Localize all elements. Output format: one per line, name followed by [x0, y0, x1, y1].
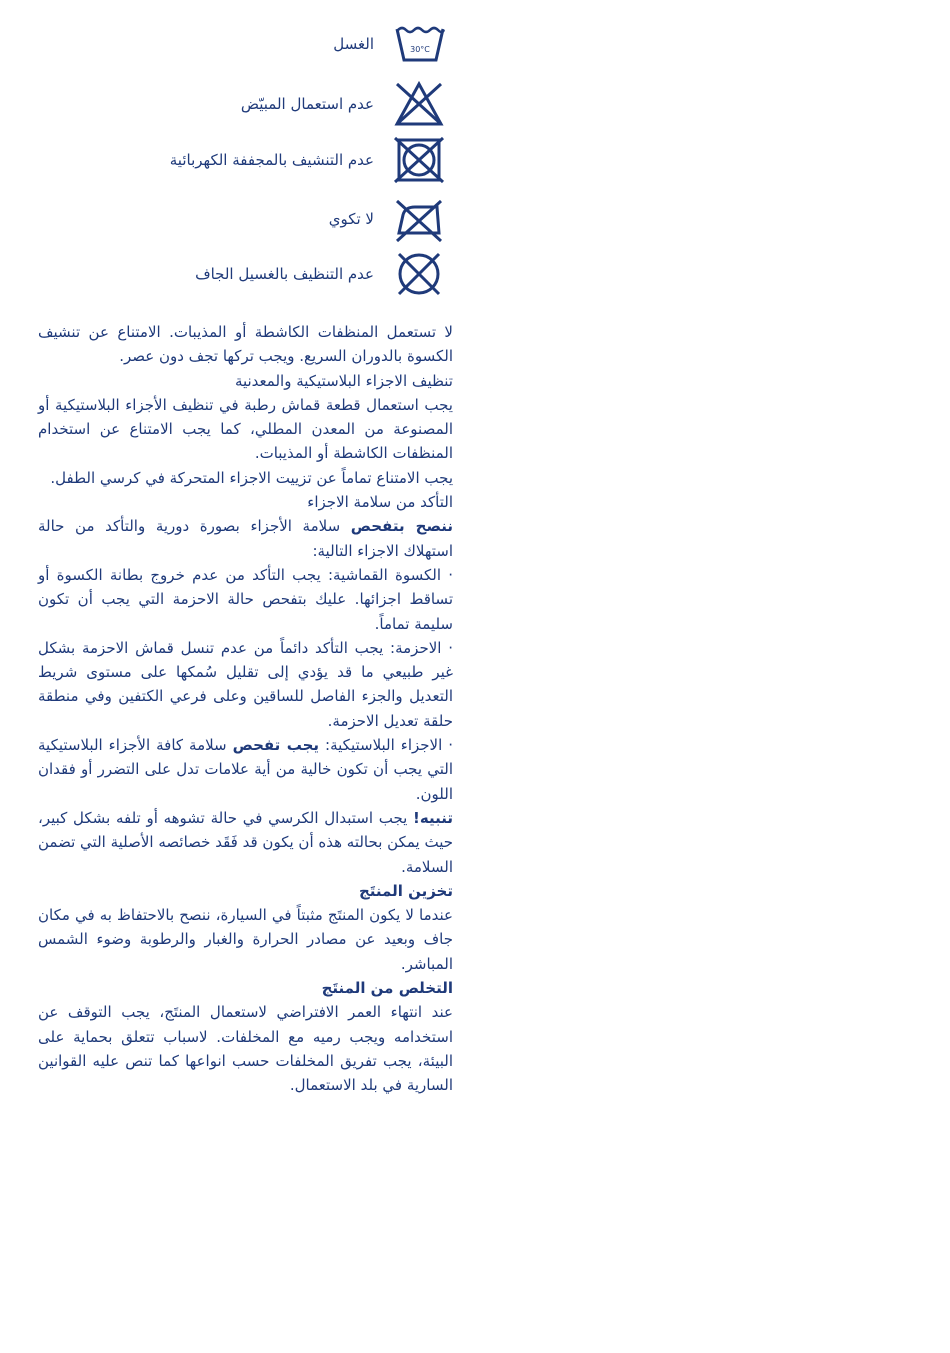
warning-text: يجب استبدال الكرسي في حالة تشوهه أو تلفه بشكل كبير، حيث يمكن بحالته هذه أن يكون قد فَقَد خصائصه الأصلية التي تضمن السلامة.: [38, 808, 453, 876]
no-iron-icon: [391, 193, 447, 245]
bullet-plastic-parts-bold: يجب تفحص: [232, 736, 320, 755]
paragraph-check-parts-bold: ننصح بتفحص: [350, 517, 453, 536]
bullet-fabric-cover: · الكسوة القماشية: يجب التأكد من عدم خروج بطانة الكسوة أو تساقط اجزائها. عليك بتفحص حالة الاحزمة التي يجب أن تكون سليمة تماماً.: [38, 565, 453, 633]
bullet-plastic-parts: [38, 733, 453, 806]
heading-storage: [38, 879, 453, 903]
heading-disposal-text: التخلص من المنتَج: [321, 979, 453, 998]
paragraph-disposal: عند انتهاء العمر الافتراضي لاستعمال المنتَج، يجب التوقف عن استخدامه ويجب رميه مع المخلفات. لاسباب تتعلق بحماية على البيئة، يجب تفريق المخلفات حسب انواعها كما تنص عليه القوانين السارية في بلد الاستعمال.: [38, 1003, 453, 1095]
care-label-no-bleach: عدم استعمال المبيّض: [240, 95, 374, 113]
care-row-no-tumble: [0, 134, 950, 186]
wash-temp-label: 30°C: [410, 45, 430, 54]
care-label-no-iron: لا تكوي: [328, 210, 374, 228]
paragraph-check-parts-rest: سلامة الأجزاء بصورة دورية والتأكد من حالة استهلاك الاجزاء التالية:: [38, 517, 453, 560]
care-label-no-tumble: عدم التنشيف بالمجففة الكهربائية: [169, 151, 374, 169]
no-tumble-dry-icon: [391, 134, 447, 186]
paragraph-cleaning-fabric: لا تستعمل المنظفات الكاشطة أو المذيبات. الامتناع عن تنشيف الكسوة بالدوران السريع. ويجب تركها تجف دون عصر.: [38, 323, 453, 366]
heading-clean-parts: تنظيف الاجزاء البلاستيكية والمعدنية: [234, 371, 453, 390]
paragraph-storage: عندما لا يكون المنتَج مثبتاً في السيارة، ننصح بالاحتفاظ به في مكان جاف وبعيد عن مصادر الحرارة والغبار والرطوبة وضوء الشمس المباشر.: [38, 906, 453, 973]
bullet-harness: · الاحزمة: يجب التأكد دائماً من عدم تنسل قماش الاحزمة بشكل غير طبيعي ما قد يؤدي إلى تقليل سُمكها على مستوى شريط التعديل والجزء الفاصل للساقين وعلى فرعي الكتفين وفي منطقة حلقة تعديل الاحزمة.: [38, 638, 453, 730]
heading-storage-text: تخزين المنتَج: [358, 881, 453, 900]
bullet-plastic-parts-pre: · الاجزاء البلاستيكية:: [319, 736, 454, 755]
instructions-text: [38, 320, 453, 1098]
no-bleach-icon: [391, 78, 447, 130]
care-row-wash: [0, 18, 950, 70]
heading-check-parts: التأكد من سلامة الاجزاء: [307, 493, 453, 512]
paragraph-clean-parts: يجب استعمال قطعة قماش رطبة في تنظيف الأجزاء البلاستيكية أو المصنوعة من المعدن المطلي، كما يجب الامتناع عن استخدام المنظفات الكاشطة أو المذيبات.: [38, 395, 453, 463]
paragraph-no-lubricate: يجب الامتناع تماماً عن تزييت الاجزاء المتحركة في كرسي الطفل.: [50, 468, 453, 487]
bullet-plastic-parts-rest: سلامة كافة الأجزاء البلاستيكية التي يجب أن تكون خالية من أية علامات تدل على التضرر أو فقدان اللون.: [38, 736, 453, 803]
no-dry-clean-icon: [391, 248, 447, 300]
care-row-no-bleach: [0, 78, 950, 130]
warning-label: تنبيه!: [413, 808, 453, 827]
wash-30c-icon: [391, 18, 447, 70]
care-label-wash: الغسل: [333, 35, 374, 53]
paragraph-check-parts: [38, 514, 453, 563]
care-row-no-dry-clean: [0, 248, 950, 300]
care-row-no-iron: [0, 193, 950, 245]
warning-paragraph: [38, 806, 453, 879]
heading-disposal: [38, 976, 453, 1000]
care-label-no-dry-clean: عدم التنظيف بالغسيل الجاف: [195, 265, 374, 283]
